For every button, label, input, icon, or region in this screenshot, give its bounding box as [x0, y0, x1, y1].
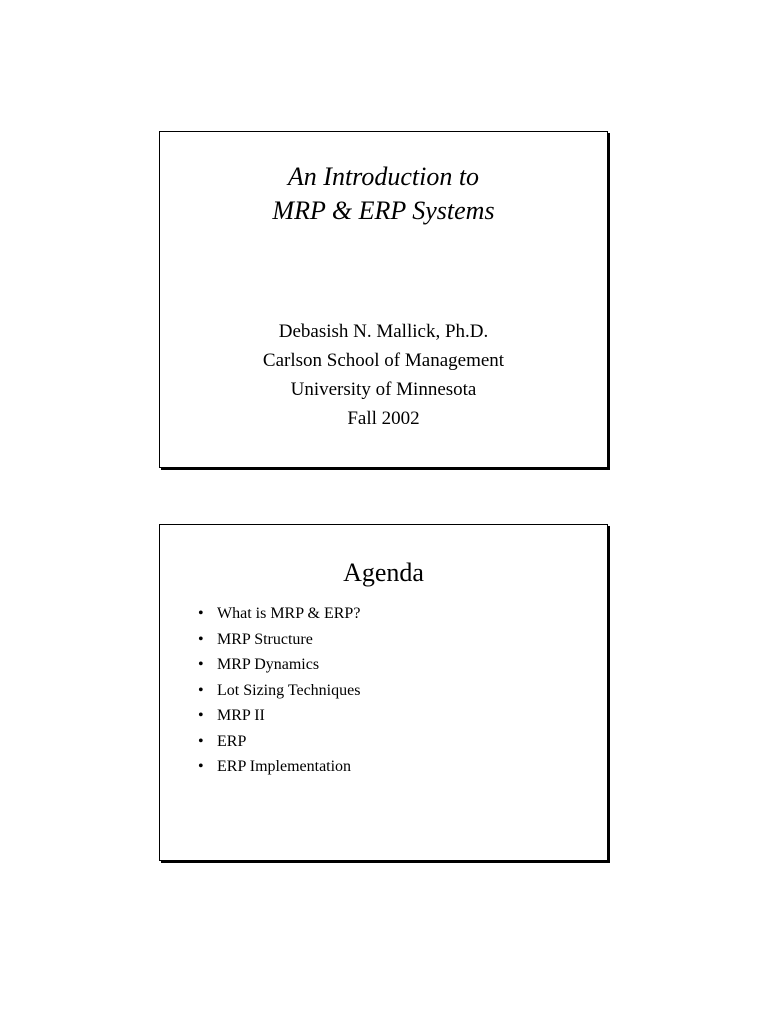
author-info — [160, 317, 607, 433]
agenda-item — [198, 601, 360, 627]
title-slide — [159, 131, 608, 468]
agenda-title: Agenda — [343, 558, 424, 587]
agenda-item — [198, 678, 360, 704]
agenda-item — [198, 703, 360, 729]
agenda-item — [198, 627, 360, 653]
bullet-icon: • — [198, 758, 204, 775]
agenda-item-label: What is MRP & ERP? — [217, 605, 361, 622]
title-line: MRP & ERP Systems — [272, 196, 495, 225]
agenda-item-label: ERP Implementation — [217, 758, 352, 775]
author-name: Debasish N. Mallick, Ph.D. — [278, 321, 489, 342]
presentation-title — [160, 160, 607, 228]
bullet-icon: • — [198, 605, 204, 622]
university-name: University of Minnesota — [290, 379, 477, 400]
title-line: An Introduction to — [287, 162, 480, 191]
agenda-slide — [159, 524, 608, 861]
agenda-list — [198, 601, 360, 780]
bullet-icon: • — [198, 707, 204, 724]
agenda-item — [198, 652, 360, 678]
agenda-item-label: MRP Dynamics — [217, 656, 320, 673]
bullet-icon: • — [198, 681, 204, 699]
bullet-icon: • — [198, 630, 204, 648]
agenda-item-label: Lot Sizing Techniques — [217, 681, 361, 699]
agenda-item-label: ERP — [217, 732, 247, 750]
agenda-item-label: MRP II — [217, 707, 265, 724]
school-name: Carlson School of Management — [262, 350, 505, 371]
bullet-icon: • — [198, 656, 204, 673]
agenda-item — [198, 729, 360, 755]
term-date: Fall 2002 — [347, 408, 420, 429]
agenda-item — [198, 754, 360, 780]
agenda-item-label: MRP Structure — [217, 630, 313, 648]
bullet-icon: • — [198, 732, 204, 750]
